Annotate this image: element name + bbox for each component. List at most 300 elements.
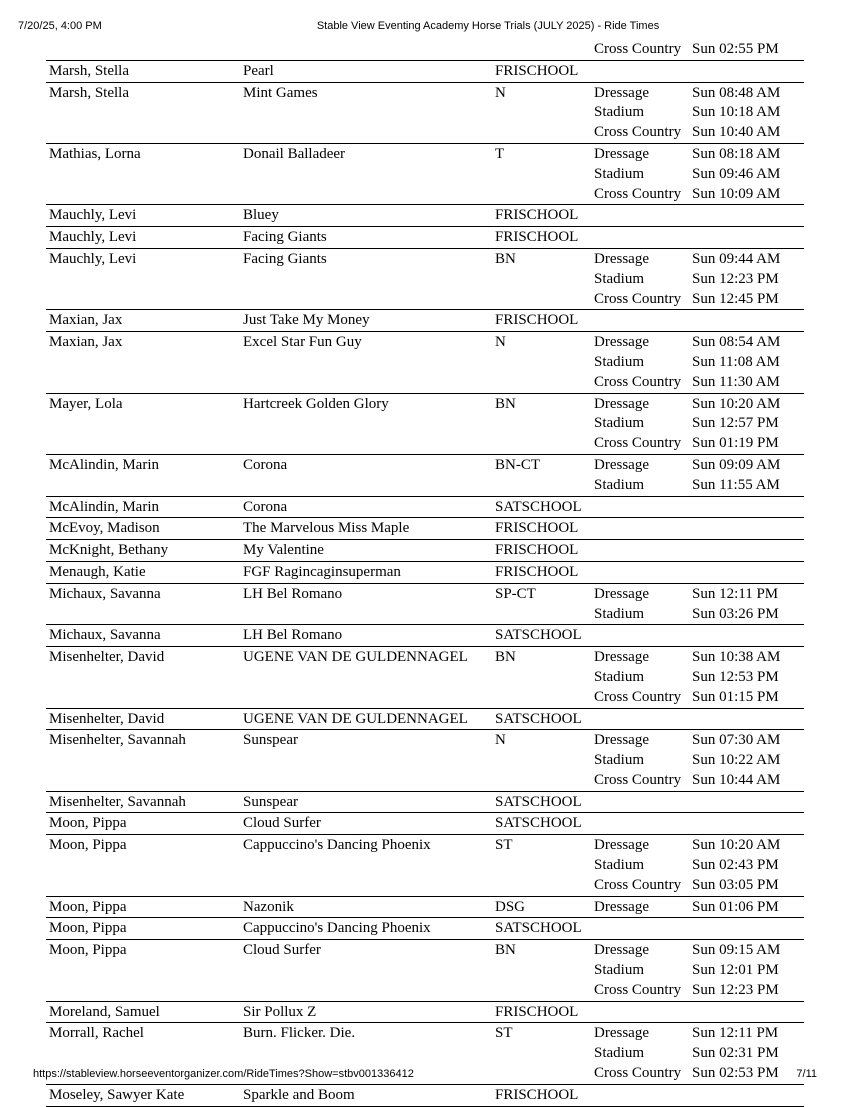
time-cell: Sun 11:55 AM xyxy=(692,476,780,493)
time-cell xyxy=(692,540,802,560)
table-row xyxy=(46,144,804,205)
time-cell: Sun 02:55 PM xyxy=(692,41,779,57)
rider-cell xyxy=(46,960,243,980)
table-row xyxy=(46,540,804,562)
horse-cell: Cappuccino's Dancing Phoenix xyxy=(243,837,431,854)
horse-cell: Excel Star Fun Guy xyxy=(243,334,362,351)
row-line xyxy=(46,332,804,352)
time-cell: Sun 12:57 PM xyxy=(692,415,779,432)
phase-cell xyxy=(594,709,692,729)
table-row xyxy=(46,249,804,310)
division-cell: SATSCHOOL xyxy=(495,815,582,832)
division-cell: BN xyxy=(495,395,516,412)
rider-cell: Moon, Pippa xyxy=(49,942,127,959)
division-cell: N xyxy=(495,732,506,749)
row-line xyxy=(46,413,804,433)
row-line xyxy=(46,813,804,833)
row-line xyxy=(46,1043,804,1063)
row-line xyxy=(46,497,804,517)
row-line xyxy=(46,184,804,204)
row-line xyxy=(46,960,804,980)
division-cell: N xyxy=(495,84,506,101)
horse-cell: Sunspear xyxy=(243,793,298,810)
phase-cell: Stadium xyxy=(594,962,645,979)
phase-cell: Dressage xyxy=(594,84,649,101)
row-line xyxy=(46,940,804,960)
row-line xyxy=(46,750,804,770)
table-row xyxy=(46,1002,804,1024)
rider-cell xyxy=(46,433,243,453)
rider-cell xyxy=(46,750,243,770)
time-cell xyxy=(692,625,802,645)
rider-cell xyxy=(46,164,243,184)
division-cell: SP-CT xyxy=(495,585,536,602)
rider-cell: Misenhelter, David xyxy=(49,649,165,666)
table-row xyxy=(46,647,804,708)
time-cell: Sun 10:20 AM xyxy=(692,395,781,412)
division-cell xyxy=(495,875,594,895)
row-line xyxy=(46,667,804,687)
rider-cell: Mauchly, Levi xyxy=(49,207,137,224)
division-cell: BN-CT xyxy=(495,456,540,473)
phase-cell: Stadium xyxy=(594,270,645,287)
row-line xyxy=(46,61,804,81)
phase-cell: Dressage xyxy=(594,145,649,162)
phase-cell: Stadium xyxy=(594,605,645,622)
rider-cell xyxy=(46,875,243,895)
rider-cell: Michaux, Savanna xyxy=(49,585,161,602)
phase-cell: Stadium xyxy=(594,353,645,370)
row-line xyxy=(46,540,804,560)
time-cell xyxy=(692,813,802,833)
division-cell xyxy=(495,1063,594,1083)
row-line xyxy=(46,770,804,790)
rider-cell: Misenhelter, Savannah xyxy=(49,732,186,749)
phase-cell xyxy=(594,792,692,812)
division-cell xyxy=(495,39,594,59)
rider-cell: McKnight, Bethany xyxy=(49,542,169,559)
table-row xyxy=(46,813,804,835)
phase-cell xyxy=(594,310,692,330)
horse-cell xyxy=(243,164,495,184)
horse-cell xyxy=(243,269,495,289)
rider-cell: Misenhelter, Savannah xyxy=(49,793,186,810)
division-cell xyxy=(495,1043,594,1063)
horse-cell: Burn. Flicker. Die. xyxy=(243,1025,356,1042)
time-cell: Sun 07:30 AM xyxy=(692,732,781,749)
horse-cell xyxy=(243,1043,495,1063)
division-cell: N xyxy=(495,334,506,351)
time-cell xyxy=(692,792,802,812)
table-row xyxy=(46,497,804,519)
phase-cell: Stadium xyxy=(594,857,645,874)
phase-cell: Cross Country xyxy=(594,876,682,893)
horse-cell: Nazonik xyxy=(243,898,294,915)
division-cell: SATSCHOOL xyxy=(495,920,582,937)
horse-cell: Corona xyxy=(243,498,288,515)
time-cell: Sun 01:19 PM xyxy=(692,435,779,452)
rider-cell xyxy=(46,1043,243,1063)
table-row xyxy=(46,730,804,791)
phase-cell xyxy=(594,497,692,517)
table-row xyxy=(46,940,804,1001)
row-line xyxy=(46,227,804,247)
horse-cell: Just Take My Money xyxy=(243,312,370,329)
rider-cell: Moon, Pippa xyxy=(49,920,127,937)
table-row xyxy=(46,518,804,540)
division-cell xyxy=(495,750,594,770)
row-line xyxy=(46,855,804,875)
row-line xyxy=(46,205,804,225)
horse-cell xyxy=(243,604,495,624)
division-cell xyxy=(495,164,594,184)
row-line xyxy=(46,709,804,729)
division-cell: SATSCHOOL xyxy=(495,627,582,644)
row-line xyxy=(46,792,804,812)
phase-cell: Cross Country xyxy=(594,41,682,57)
time-cell: Sun 02:43 PM xyxy=(692,857,779,874)
rider-cell xyxy=(46,352,243,372)
division-cell: SATSCHOOL xyxy=(495,793,582,810)
time-cell xyxy=(692,1002,802,1022)
phase-cell: Stadium xyxy=(594,104,645,121)
row-line xyxy=(46,625,804,645)
row-line xyxy=(46,394,804,414)
division-cell: FRISCHOOL xyxy=(495,1003,579,1020)
horse-cell: Hartcreek Golden Glory xyxy=(243,395,389,412)
row-line xyxy=(46,475,804,495)
division-cell xyxy=(495,289,594,309)
division-cell xyxy=(495,687,594,707)
row-line xyxy=(46,164,804,184)
rider-cell: Menaugh, Katie xyxy=(49,563,146,580)
rider-cell xyxy=(46,604,243,624)
time-cell: Sun 12:45 PM xyxy=(692,290,779,307)
division-cell: DSG xyxy=(495,898,526,915)
phase-cell: Cross Country xyxy=(594,981,682,998)
table-row xyxy=(46,709,804,731)
horse-cell: LH Bel Romano xyxy=(243,627,343,644)
phase-cell: Cross Country xyxy=(594,373,682,390)
table-row xyxy=(46,39,804,61)
horse-cell xyxy=(243,372,495,392)
phase-cell xyxy=(594,813,692,833)
division-cell: FRISCHOOL xyxy=(495,520,579,537)
time-cell: Sun 12:53 PM xyxy=(692,668,779,685)
rider-cell xyxy=(46,770,243,790)
page-number: 7/11 xyxy=(796,1068,817,1080)
division-cell xyxy=(495,102,594,122)
row-line xyxy=(46,835,804,855)
horse-cell: Mint Games xyxy=(243,84,318,101)
horse-cell: Sir Pollux Z xyxy=(243,1003,317,1020)
rider-cell: Moreland, Samuel xyxy=(49,1003,160,1020)
phase-cell xyxy=(594,1085,692,1105)
horse-cell xyxy=(243,687,495,707)
phase-cell xyxy=(594,227,692,247)
phase-cell: Dressage xyxy=(594,837,649,854)
rider-cell: Misenhelter, David xyxy=(49,710,165,727)
row-line xyxy=(46,897,804,917)
division-cell xyxy=(495,604,594,624)
phase-cell: Stadium xyxy=(594,165,645,182)
horse-cell xyxy=(243,102,495,122)
horse-cell xyxy=(243,184,495,204)
division-cell: BN xyxy=(495,649,516,666)
division-cell xyxy=(495,269,594,289)
rider-cell xyxy=(46,122,243,142)
phase-cell xyxy=(594,1002,692,1022)
horse-cell xyxy=(243,980,495,1000)
rider-cell xyxy=(46,289,243,309)
time-cell: Sun 10:22 AM xyxy=(692,752,781,769)
table-row xyxy=(46,205,804,227)
division-cell xyxy=(495,372,594,392)
division-cell: BN xyxy=(495,250,516,267)
print-datetime: 7/20/25, 4:00 PM xyxy=(18,20,102,32)
phase-cell: Dressage xyxy=(594,942,649,959)
time-cell: Sun 03:05 PM xyxy=(692,876,779,893)
time-cell: Sun 11:08 AM xyxy=(692,353,780,370)
time-cell: Sun 09:09 AM xyxy=(692,456,781,473)
rider-cell: Mauchly, Levi xyxy=(49,250,137,267)
division-cell: SATSCHOOL xyxy=(495,498,582,515)
horse-cell xyxy=(243,750,495,770)
time-cell: Sun 09:46 AM xyxy=(692,165,781,182)
time-cell: Sun 08:48 AM xyxy=(692,84,781,101)
phase-cell: Cross Country xyxy=(594,290,682,307)
phase-cell: Dressage xyxy=(594,1025,649,1042)
time-cell: Sun 03:26 PM xyxy=(692,605,779,622)
row-line xyxy=(46,122,804,142)
row-line xyxy=(46,980,804,1000)
row-line xyxy=(46,687,804,707)
division-cell xyxy=(495,855,594,875)
table-row xyxy=(46,332,804,393)
page-url: https://stableview.horseeventorganizer.com/RideTimes?Show=stbv001336412 xyxy=(33,1068,414,1080)
rider-cell xyxy=(46,667,243,687)
phase-cell xyxy=(594,540,692,560)
rider-cell: Michaux, Savanna xyxy=(49,627,161,644)
division-cell: ST xyxy=(495,837,513,854)
horse-cell: My Valentine xyxy=(243,542,324,559)
time-cell xyxy=(692,61,802,81)
time-cell: Sun 01:06 PM xyxy=(692,898,779,915)
table-row xyxy=(46,562,804,584)
time-cell: Sun 12:01 PM xyxy=(692,962,779,979)
table-row xyxy=(46,835,804,896)
rider-cell xyxy=(46,475,243,495)
division-cell xyxy=(495,667,594,687)
division-cell xyxy=(495,433,594,453)
time-cell: Sun 10:44 AM xyxy=(692,771,781,788)
division-cell xyxy=(495,475,594,495)
rider-cell xyxy=(46,687,243,707)
phase-cell: Dressage xyxy=(594,334,649,351)
table-row xyxy=(46,918,804,940)
time-cell xyxy=(692,562,802,582)
row-line xyxy=(46,1002,804,1022)
horse-cell: Cappuccino's Dancing Phoenix xyxy=(243,920,431,937)
horse-cell: FGF Ragincaginsuperman xyxy=(243,563,401,580)
rider-cell: Maxian, Jax xyxy=(49,312,123,329)
phase-cell xyxy=(594,518,692,538)
table-row xyxy=(46,310,804,332)
rider-cell xyxy=(46,413,243,433)
division-cell: FRISCHOOL xyxy=(495,312,579,329)
phase-cell: Dressage xyxy=(594,585,649,602)
horse-cell: LH Bel Romano xyxy=(243,585,343,602)
row-line xyxy=(46,39,804,59)
time-cell xyxy=(692,205,802,225)
row-line xyxy=(46,249,804,269)
horse-cell: Facing Giants xyxy=(243,229,327,246)
time-cell: Sun 10:20 AM xyxy=(692,837,781,854)
row-line xyxy=(46,310,804,330)
horse-cell xyxy=(243,875,495,895)
phase-cell: Cross Country xyxy=(594,771,682,788)
division-cell: FRISCHOOL xyxy=(495,563,579,580)
time-cell: Sun 11:30 AM xyxy=(692,373,780,390)
table-row xyxy=(46,584,804,626)
phase-cell: Stadium xyxy=(594,415,645,432)
rider-cell: Moon, Pippa xyxy=(49,815,127,832)
division-cell xyxy=(495,960,594,980)
division-cell: BN xyxy=(495,942,516,959)
time-cell: Sun 02:31 PM xyxy=(692,1045,779,1062)
horse-cell: Donail Balladeer xyxy=(243,145,346,162)
rider-cell xyxy=(46,855,243,875)
row-line xyxy=(46,83,804,103)
rider-cell: Moon, Pippa xyxy=(49,837,127,854)
rider-cell: Maxian, Jax xyxy=(49,334,123,351)
rider-cell: Moseley, Sawyer Kate xyxy=(49,1086,185,1103)
row-line xyxy=(46,730,804,750)
time-cell xyxy=(692,310,802,330)
rider-cell: Mauchly, Levi xyxy=(49,229,137,246)
horse-cell xyxy=(243,770,495,790)
phase-cell: Dressage xyxy=(594,395,649,412)
horse-cell xyxy=(243,413,495,433)
phase-cell: Cross Country xyxy=(594,688,682,705)
table-row xyxy=(46,455,804,497)
phase-cell: Dressage xyxy=(594,456,649,473)
time-cell: Sun 01:15 PM xyxy=(692,688,779,705)
rider-cell: Mayer, Lola xyxy=(49,395,123,412)
horse-cell xyxy=(243,475,495,495)
time-cell: Sun 08:54 AM xyxy=(692,334,781,351)
time-cell: Sun 12:23 PM xyxy=(692,270,779,287)
row-line xyxy=(46,1085,804,1105)
phase-cell xyxy=(594,562,692,582)
division-cell: FRISCHOOL xyxy=(495,1086,579,1103)
phase-cell: Dressage xyxy=(594,898,649,915)
horse-cell: Cloud Surfer xyxy=(243,942,321,959)
rider-cell: McEvoy, Madison xyxy=(49,520,160,537)
table-row xyxy=(46,897,804,919)
horse-cell xyxy=(243,289,495,309)
time-cell: Sun 12:11 PM xyxy=(692,585,779,602)
phase-cell: Stadium xyxy=(594,1045,645,1062)
time-cell: Sun 08:18 AM xyxy=(692,145,781,162)
table-row xyxy=(46,61,804,83)
row-line xyxy=(46,584,804,604)
rider-cell: Morrall, Rachel xyxy=(49,1025,144,1042)
rider-cell xyxy=(46,102,243,122)
time-cell: Sun 02:53 PM xyxy=(692,1065,779,1082)
rider-cell xyxy=(46,372,243,392)
phase-cell: Stadium xyxy=(594,752,645,769)
time-cell xyxy=(692,497,802,517)
row-line xyxy=(46,372,804,392)
horse-cell: Sunspear xyxy=(243,732,298,749)
division-cell xyxy=(495,122,594,142)
phase-cell: Cross Country xyxy=(594,1065,682,1082)
time-cell: Sun 09:15 AM xyxy=(692,942,781,959)
rider-cell xyxy=(46,980,243,1000)
division-cell xyxy=(495,352,594,372)
rider-cell xyxy=(46,39,243,59)
document-title: Stable View Eventing Academy Horse Trials (JULY 2025) - Ride Times xyxy=(316,20,660,32)
table-row xyxy=(46,792,804,814)
horse-cell xyxy=(243,39,495,59)
row-line xyxy=(46,455,804,475)
division-cell: ST xyxy=(495,1025,513,1042)
time-cell: Sun 12:11 PM xyxy=(692,1025,779,1042)
horse-cell: UGENE VAN DE GULDENNAGEL xyxy=(243,649,468,666)
horse-cell: The Marvelous Miss Maple xyxy=(243,520,410,537)
horse-cell xyxy=(243,352,495,372)
phase-cell xyxy=(594,61,692,81)
rider-cell xyxy=(46,184,243,204)
row-line xyxy=(46,269,804,289)
horse-cell xyxy=(243,667,495,687)
division-cell: FRISCHOOL xyxy=(495,207,579,224)
division-cell: SATSCHOOL xyxy=(495,710,582,727)
phase-cell: Dressage xyxy=(594,649,649,666)
row-line xyxy=(46,144,804,164)
phase-cell xyxy=(594,918,692,938)
time-cell: Sun 10:38 AM xyxy=(692,649,781,666)
division-cell: FRISCHOOL xyxy=(495,62,579,79)
phase-cell: Dressage xyxy=(594,732,649,749)
time-cell xyxy=(692,518,802,538)
row-line xyxy=(46,1023,804,1043)
table-row xyxy=(46,1085,804,1107)
horse-cell: Pearl xyxy=(243,62,274,79)
horse-cell: Sparkle and Boom xyxy=(243,1086,355,1103)
time-cell: Sun 10:09 AM xyxy=(692,185,781,202)
horse-cell: Facing Giants xyxy=(243,250,327,267)
rider-cell xyxy=(46,269,243,289)
row-line xyxy=(46,647,804,667)
rider-cell: Mathias, Lorna xyxy=(49,145,141,162)
time-cell: Sun 12:23 PM xyxy=(692,981,779,998)
division-cell xyxy=(495,413,594,433)
division-cell xyxy=(495,770,594,790)
time-cell xyxy=(692,918,802,938)
horse-cell: Bluey xyxy=(243,207,279,224)
time-cell xyxy=(692,709,802,729)
table-row xyxy=(46,227,804,249)
time-cell xyxy=(692,227,802,247)
horse-cell xyxy=(243,960,495,980)
phase-cell: Stadium xyxy=(594,476,645,493)
ride-times-table xyxy=(46,39,804,1107)
phase-cell: Cross Country xyxy=(594,185,682,202)
rider-cell: Moon, Pippa xyxy=(49,898,127,915)
division-cell: T xyxy=(495,145,505,162)
